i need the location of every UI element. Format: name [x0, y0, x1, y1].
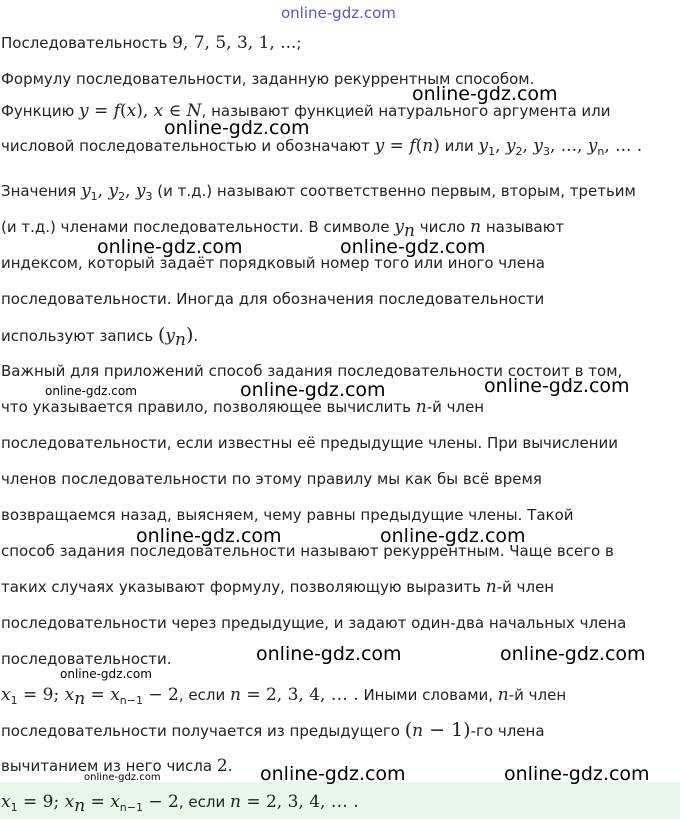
watermark: online-gdz.com — [164, 117, 310, 139]
text-line-11: что указывается правило, позволяющее вычислить n-й член — [1, 397, 485, 417]
watermark: online-gdz.com — [500, 643, 646, 665]
watermark: online-gdz.com — [136, 525, 282, 547]
watermark: online-gdz.com — [240, 379, 386, 401]
text-line-20: последовательности получается из предыдущего (n − 1)-го члена — [1, 719, 545, 741]
watermark: online-gdz.com — [84, 772, 161, 783]
watermark-top: online-gdz.com — [281, 4, 396, 22]
formula-line-1: $x_1 = 9$; $x_n = x_{n-1} - 2$, если n = 2, 3, 4, … . Иными словами, n-й член — [1, 685, 567, 709]
text-line-15: способ задания последовательности называют рекуррентным. Чаще всего в — [1, 542, 614, 560]
text-line-9: используют запись $(y_n)$. — [1, 324, 199, 350]
text-line-8: последовательности. Иногда для обозначения последовательности — [1, 290, 545, 308]
text-line-18: последовательности. — [1, 650, 172, 668]
text-line-12: последовательности, если известны её предыдущие члены. При вычислении — [1, 434, 619, 452]
watermark: online-gdz.com — [60, 667, 152, 681]
text-line-21: вычитанием из него числа 2. — [1, 756, 233, 776]
watermark: online-gdz.com — [484, 375, 630, 397]
text-line-14: возвращаемся назад, выясняем, чему равны предыдущие члены. Такой — [1, 506, 574, 524]
watermark: online-gdz.com — [256, 643, 402, 665]
text-line-13: членов последовательности по этому правилу мы как бы всё время — [1, 470, 542, 488]
watermark: online-gdz.com — [97, 236, 243, 258]
text-line-16: таких случаях указывают формулу, позволяющую выразить n-й член — [1, 577, 555, 597]
text-line-7: индексом, который задаёт порядковый номер того или иного члена — [1, 254, 545, 272]
watermark: online-gdz.com — [504, 763, 650, 785]
text-line-6: (и т.д.) членами последовательности. В символе $y_n$ число n называют — [1, 217, 565, 241]
formula-line-highlighted: $x_1 = 9$; $x_n = x_{n-1} - 2$, если n = 2, 3, 4, … . — [1, 792, 359, 816]
text-line-1: Последовательность 9, 7, 5, 3, 1, ...; — [1, 33, 302, 53]
watermark: online-gdz.com — [380, 525, 526, 547]
text-line-2: Формулу последовательности, заданную рекуррентным способом. — [1, 70, 535, 88]
text-line-4: числовой последовательностью и обозначают y = f(n) или $y_1$, $y_2$, $y_3$, ..., $y_n$, ... . — [1, 136, 643, 158]
watermark: online-gdz.com — [45, 384, 137, 398]
watermark: online-gdz.com — [340, 236, 486, 258]
text-line-3: Функцию y = f(x), x ∈ N, называют функцией натурального аргумента или — [1, 101, 611, 121]
watermark: online-gdz.com — [412, 83, 558, 105]
text-line-17: последовательности через предыдущие, и задают один-два начальных члена — [1, 614, 627, 632]
text-line-5: Значения $y_1$, $y_2$, $y_3$ (и т.д.) называют соответственно первым, вторым, третьим — [1, 181, 636, 203]
watermark: online-gdz.com — [260, 763, 406, 785]
text-line-10: Важный для приложений способ задания последовательности состоит в том, — [1, 362, 623, 380]
